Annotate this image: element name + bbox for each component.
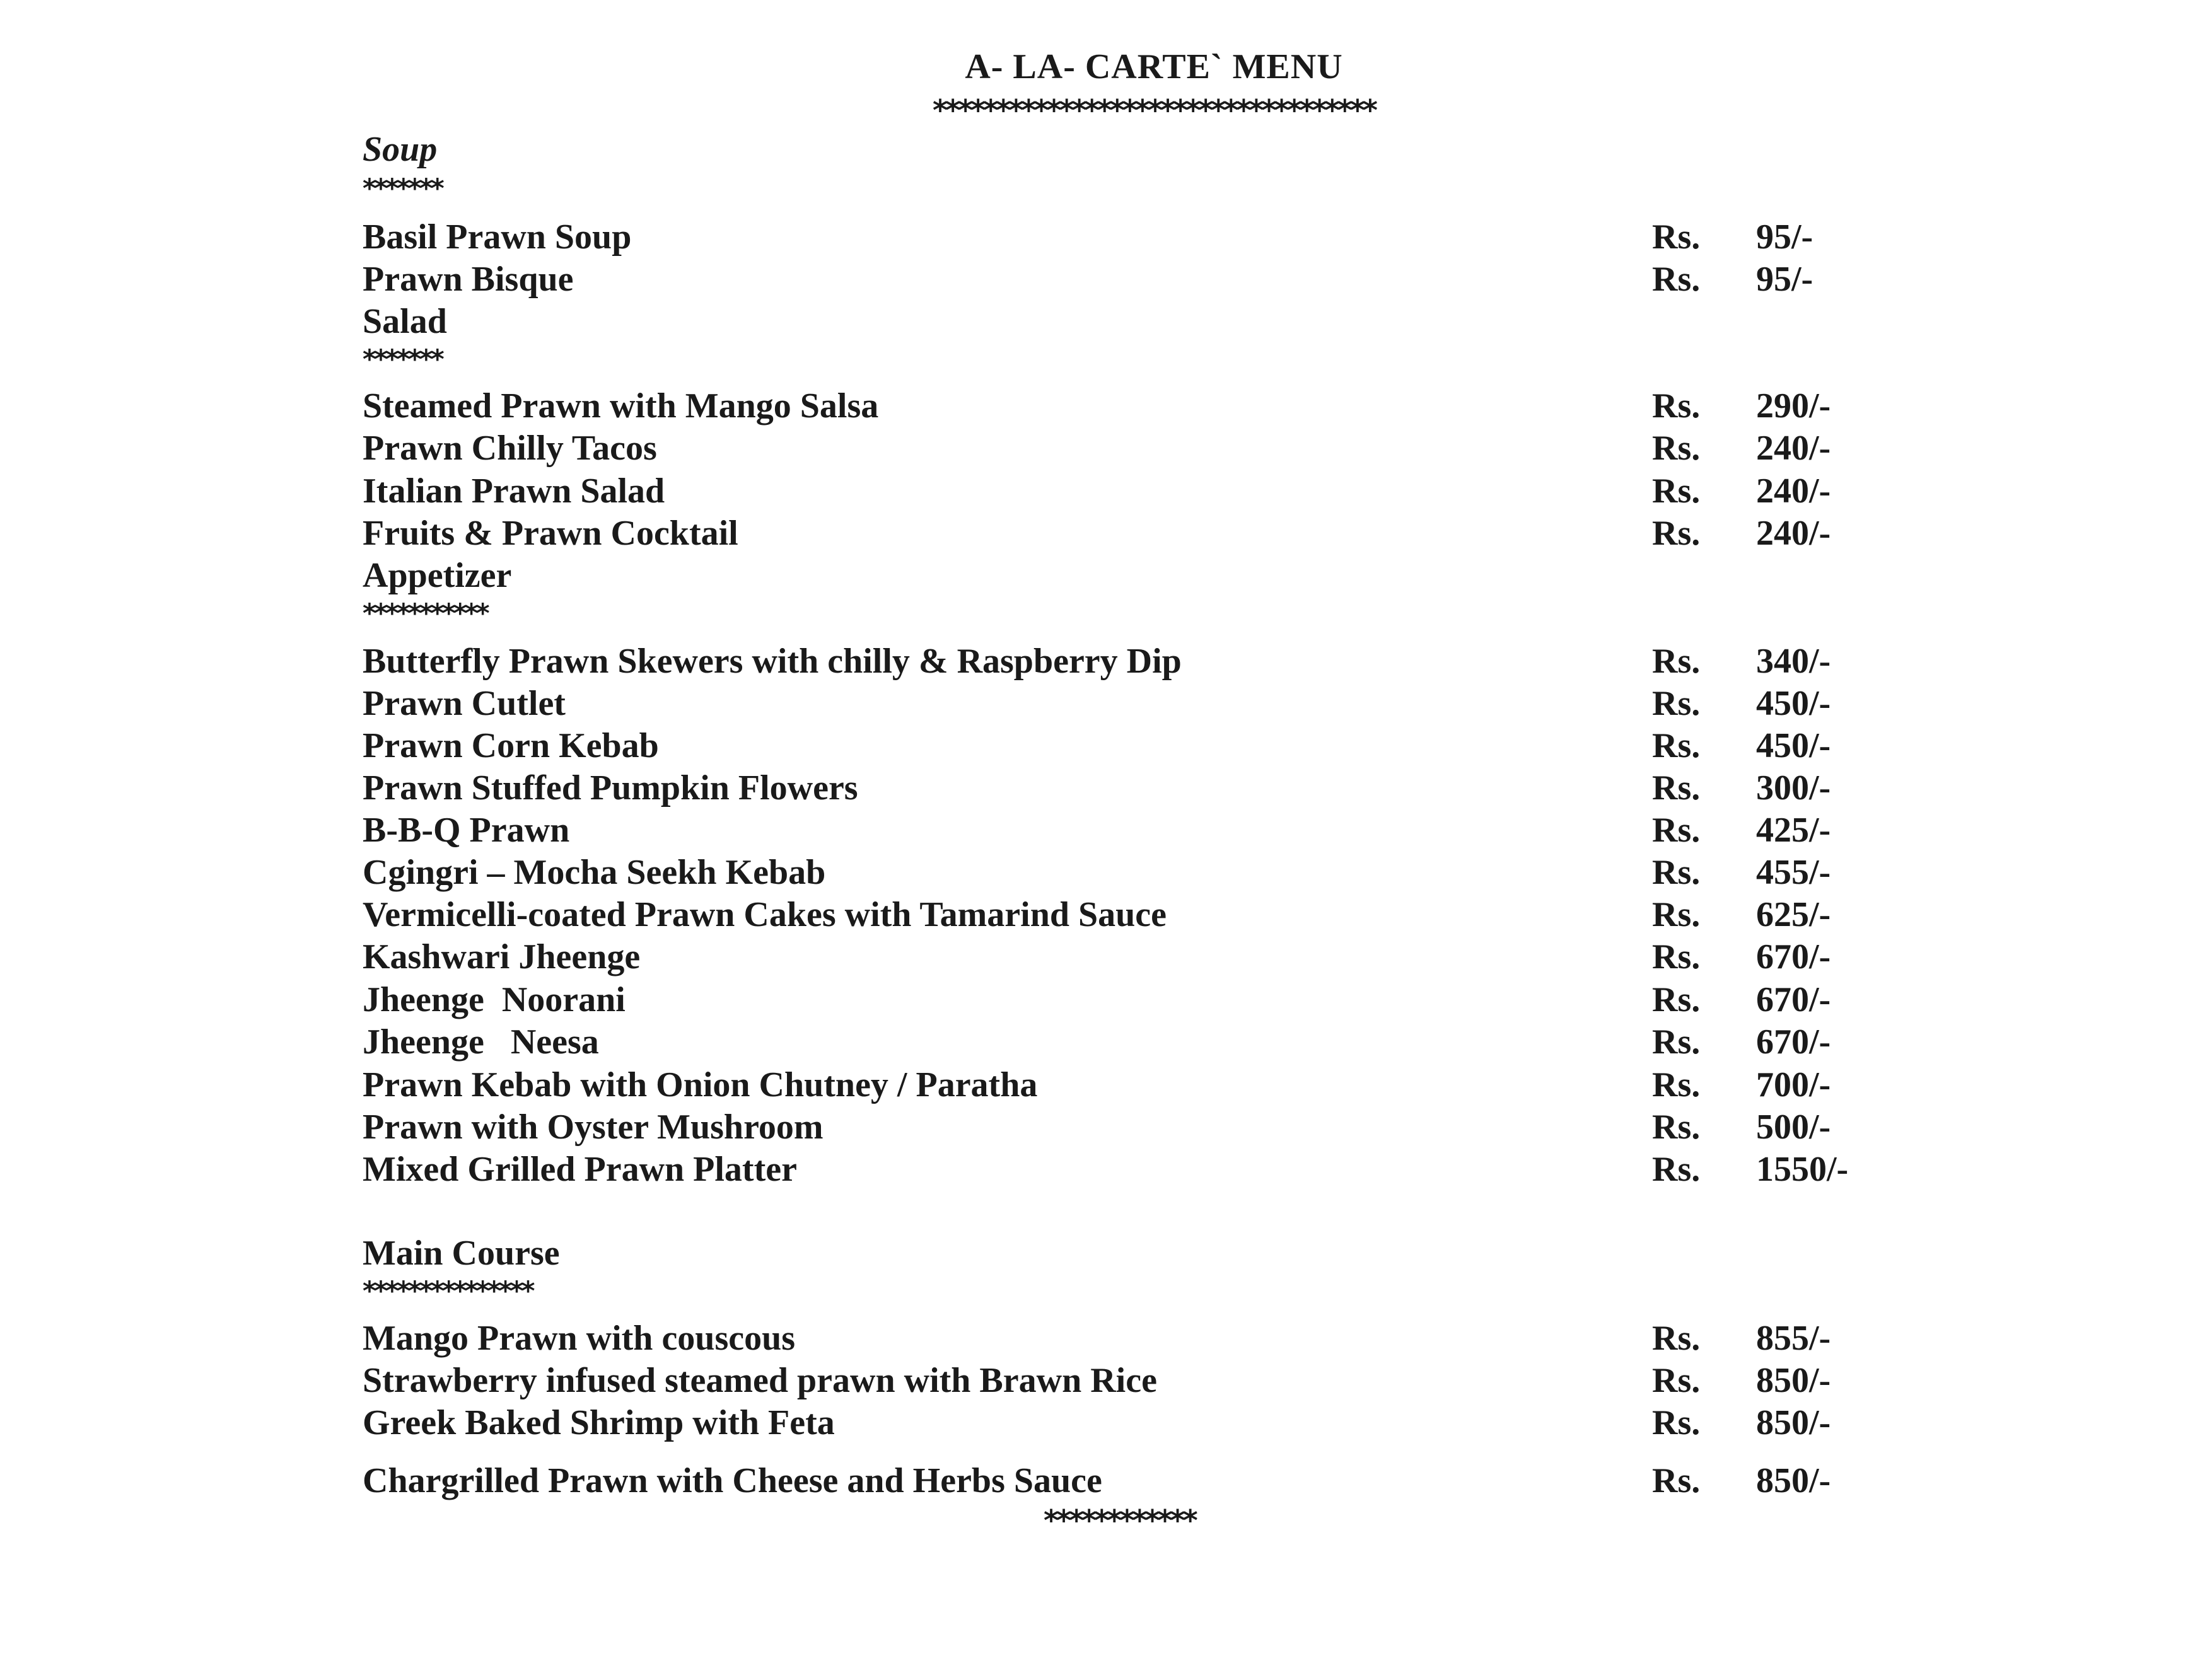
item-currency: Rs. [1652,726,1701,765]
item-name: Prawn Stuffed Pumpkin Flowers [363,768,858,808]
menu-item [363,1460,1914,1502]
item-price: 240/- [1756,472,1831,511]
menu-item [363,1360,1914,1401]
item-price: 670/- [1756,980,1831,1019]
menu-item [363,385,1914,427]
menu-item [363,767,1914,809]
item-currency: Rs. [1652,1022,1701,1062]
menu-item [363,640,1914,682]
item-currency: Rs. [1652,937,1701,976]
item-name: Prawn Chilly Tacos [363,429,657,468]
menu-item [363,894,1914,935]
item-name: Prawn Kebab with Onion Chutney / Paratha [363,1065,1038,1104]
item-currency: Rs. [1652,1108,1701,1147]
item-name: Steamed Prawn with Mango Salsa [363,386,879,426]
item-name: Prawn Cutlet [363,684,566,723]
item-currency: Rs. [1652,1361,1701,1400]
section-heading-appetizer: Appetizer [363,556,512,595]
section-heading-salad: Salad [363,302,447,341]
item-name: Italian Prawn Salad [363,472,665,511]
menu-item [363,979,1914,1021]
item-price: 340/- [1756,642,1831,681]
item-price: 425/- [1756,811,1831,850]
menu-item [363,216,1914,258]
item-name: Basil Prawn Soup [363,217,632,257]
title-divider: *********************************** [933,93,1375,127]
item-name: Mixed Grilled Prawn Platter [363,1150,797,1189]
item-currency: Rs. [1652,811,1701,850]
item-name: Kashwari Jheenge [363,937,641,976]
end-divider: ************ [1044,1503,1196,1538]
item-currency: Rs. [1652,642,1701,681]
item-price: 95/- [1756,217,1813,257]
menu-item [363,258,1914,300]
menu-item [363,809,1914,851]
item-name: Butterfly Prawn Skewers with chilly & Raspberry Dip [363,642,1182,681]
item-currency: Rs. [1652,853,1701,892]
menu-item [363,1402,1914,1444]
item-price: 850/- [1756,1361,1831,1400]
item-price: 240/- [1756,429,1831,468]
item-price: 450/- [1756,726,1831,765]
item-name: B-B-Q Prawn [363,811,570,850]
item-currency: Rs. [1652,217,1701,257]
item-price: 670/- [1756,1022,1831,1062]
menu-item [363,1064,1914,1106]
menu-title: A- LA- CARTE` MENU [965,47,1343,86]
menu-item [363,1106,1914,1148]
item-price: 300/- [1756,768,1831,808]
item-name: Vermicelli-coated Prawn Cakes with Tamarind Sauce [363,895,1167,934]
menu-item [363,1149,1914,1190]
menu-item [363,427,1914,469]
item-currency: Rs. [1652,472,1701,511]
section-heading-main-course: Main Course [363,1234,560,1273]
item-name: Jheenge Neesa [363,1022,599,1062]
menu-item [363,852,1914,893]
item-currency: Rs. [1652,1150,1701,1189]
item-currency: Rs. [1652,260,1701,299]
item-name: Greek Baked Shrimp with Feta [363,1403,835,1442]
item-price: 455/- [1756,853,1831,892]
menu-item [363,725,1914,767]
item-currency: Rs. [1652,1319,1701,1358]
item-currency: Rs. [1652,429,1701,468]
item-price: 855/- [1756,1319,1831,1358]
item-price: 290/- [1756,386,1831,426]
item-name: Strawberry infused steamed prawn with Brawn Rice [363,1361,1157,1400]
item-name: Prawn Bisque [363,260,574,299]
item-price: 700/- [1756,1065,1831,1104]
menu-item [363,936,1914,978]
menu-item [363,1021,1914,1063]
item-price: 450/- [1756,684,1831,723]
menu-item [363,470,1914,512]
section-heading-soup: Soup [363,130,438,169]
item-name: Fruits & Prawn Cocktail [363,514,738,553]
item-name: Chargrilled Prawn with Cheese and Herbs Sauce [363,1461,1102,1500]
item-currency: Rs. [1652,768,1701,808]
section-divider-soup: ******* [363,173,442,204]
section-divider-salad: ******* [363,344,442,374]
menu-item [363,513,1914,554]
item-price: 240/- [1756,514,1831,553]
menu-item [363,1318,1914,1359]
item-name: Prawn Corn Kebab [363,726,659,765]
section-divider-appetizer: *********** [363,598,487,628]
item-name: Prawn with Oyster Mushroom [363,1108,824,1147]
item-name: Jheenge Noorani [363,980,626,1019]
item-name: Mango Prawn with couscous [363,1319,796,1358]
item-currency: Rs. [1652,386,1701,426]
item-currency: Rs. [1652,514,1701,553]
item-price: 500/- [1756,1108,1831,1147]
item-price: 625/- [1756,895,1831,934]
section-divider-main-course: *************** [363,1275,533,1306]
item-price: 1550/- [1756,1150,1849,1189]
item-price: 850/- [1756,1461,1831,1500]
item-price: 850/- [1756,1403,1831,1442]
item-name: Cgingri – Mocha Seekh Kebab [363,853,826,892]
item-price: 95/- [1756,260,1813,299]
item-currency: Rs. [1652,980,1701,1019]
item-price: 670/- [1756,937,1831,976]
item-currency: Rs. [1652,1403,1701,1442]
item-currency: Rs. [1652,684,1701,723]
item-currency: Rs. [1652,1461,1701,1500]
item-currency: Rs. [1652,895,1701,934]
item-currency: Rs. [1652,1065,1701,1104]
menu-item [363,683,1914,724]
